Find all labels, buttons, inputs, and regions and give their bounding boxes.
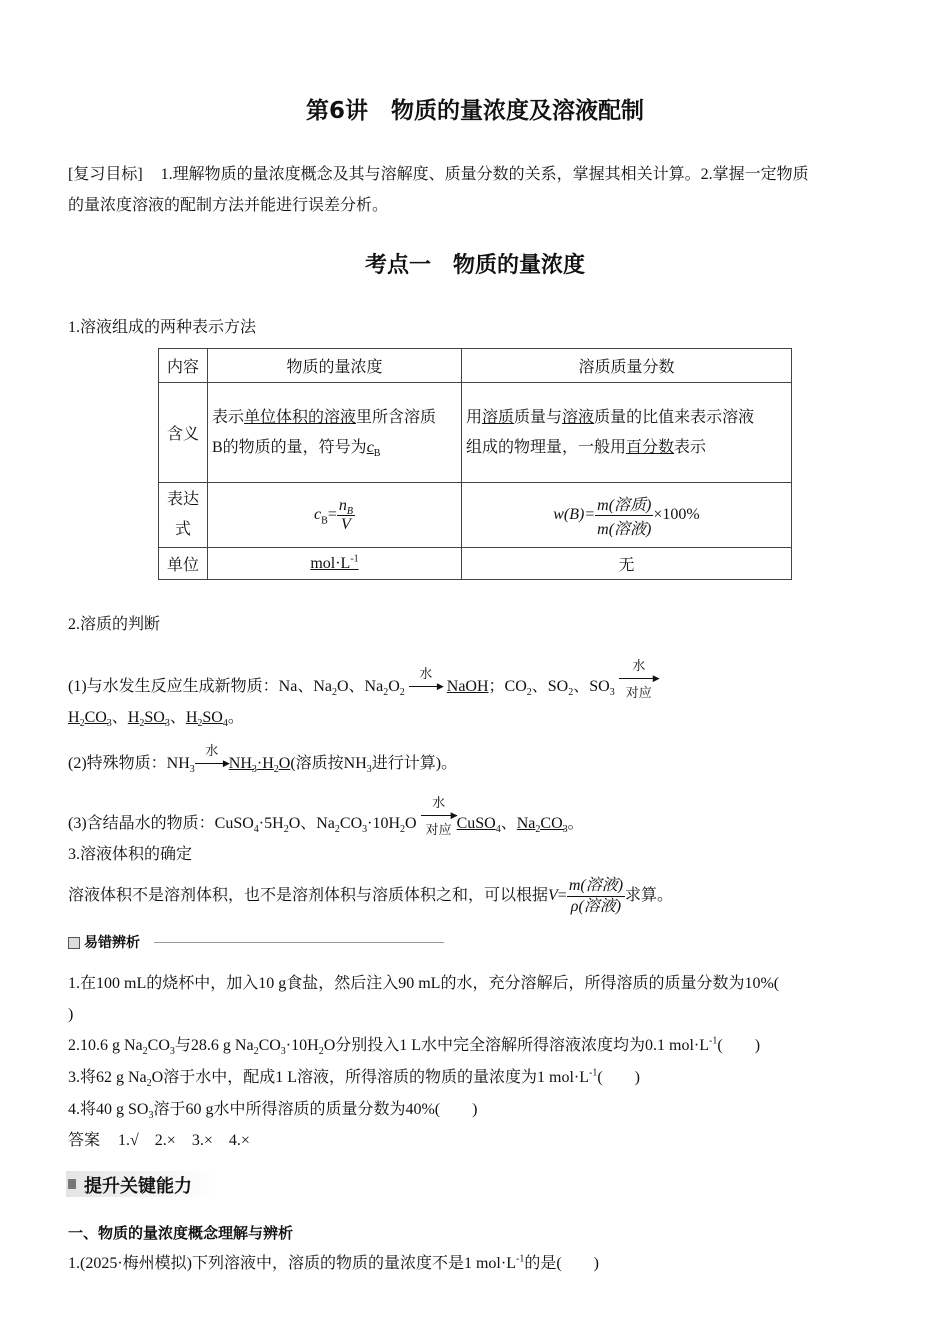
- section2-heading: 2.溶质的判断: [68, 616, 161, 633]
- review-goals-line1: [68, 165, 809, 185]
- table-row-label: 表达 式: [159, 483, 208, 548]
- table-cell-unit-mass-fraction: 无: [462, 548, 792, 580]
- table-header-cell: 内容: [159, 349, 208, 383]
- reaction-arrow: ▶ 水: [409, 681, 443, 693]
- answer-line: [68, 1131, 250, 1151]
- table-cell-formula-concentration: $c_B=$ $\frac{n_B}{V}$: [208, 483, 462, 548]
- practice-q1: 1.(2025·梅州模拟)下列溶液中，溶质的物质的量浓度不是1 $mol\cdot L^{-1}$的是( ): [68, 1253, 599, 1272]
- table-cell-meaning-concentration: 表示单位体积的溶液里所含溶质 B的物质的量，符号为$c_B$: [208, 383, 462, 483]
- square-bullet-icon: [68, 937, 80, 949]
- reaction-arrow: ▶ 水: [195, 758, 229, 770]
- table-row-label: 单位: [159, 548, 208, 580]
- table-cell-unit-concentration: $mol\cdot L^{-1}$: [208, 548, 462, 580]
- review-goals-text1: 1.理解物质的量浓度概念及其与溶解度、质量分数的关系，掌握其相关计算。2.掌握一定物质: [160, 166, 809, 183]
- solute-rule-1: (1)与水发生反应生成新物质：Na、$Na_2O$、$Na_2O_2$ ▶ 水 NaOH；$CO_2$、$SO_2$、$SO_3$ ▶ 水 对应: [68, 658, 660, 701]
- judgement-q3: 3.将62 g $Na_2O$溶于水中，配成1 L溶液，所得溶质的物质的量浓度为1 $mol\cdot L^{-1}$( ): [68, 1067, 641, 1090]
- solute-rule-2: (2)特殊物质：$NH_3$ ▶ 水 $NH_3\cdot H_2O$(溶质按$NH_3$进行计算)。: [68, 743, 458, 776]
- table-row-label: 含义: [159, 383, 208, 483]
- review-goals-label: [复习目标]: [68, 166, 143, 183]
- review-goals-line2: 的量浓度溶液的配制方法并能进行误差分析。: [68, 197, 389, 214]
- section1-heading: 1.溶液组成的两种表示方法: [68, 319, 257, 336]
- solute-rule-1-cont: $H_2CO_3$、$H_2SO_3$、$H_2SO_4$。: [68, 709, 244, 730]
- reaction-arrow: ▶ 水 对应: [421, 810, 457, 822]
- table-cell-formula-mass-fraction: w(B)= $\frac{\text{m(溶质)}}{\text{m(溶液)}}$ ×100%: [462, 483, 792, 548]
- judgement-q4: 4.将40 g $SO_3$溶于60 g水中所得溶质的质量分数为40%( ): [68, 1101, 478, 1122]
- composition-table: [158, 348, 792, 580]
- section3-heading: 3.溶液体积的确定: [68, 846, 193, 863]
- judgement-q1-cont: ): [68, 1006, 74, 1023]
- reaction-arrow: ▶ 水 对应: [619, 673, 659, 685]
- table-header-cell: 物质的量浓度: [208, 349, 462, 383]
- error-analysis-header: 易错辨析: [68, 934, 444, 950]
- formula-fraction: $\frac{n_B}{V}$: [338, 496, 353, 533]
- subsection-heading: 一、物质的量浓度概念理解与辨析: [68, 1224, 294, 1242]
- volume-formula-fraction: $\frac{\text{m(溶液)}}{\text{ρ(溶液)}}$: [568, 877, 624, 915]
- formula-fraction: $\frac{\text{m(溶质)}}{\text{m(溶液)}}$: [597, 496, 652, 538]
- volume-rule: 溶液体积不是溶剂体积，也不是溶剂体积与溶质体积之和，可以根据V= $\frac{\text{m(溶液)}}{\text{ρ(溶液)}}$ 求算。: [68, 877, 674, 915]
- table-cell-meaning-mass-fraction: 用溶质质量与溶液质量的比值来表示溶液 组成的物理量，一般用百分数表示: [462, 383, 792, 483]
- solute-rule-3: (3)含结晶水的物质：$CuSO_4\cdot 5H_2O$、$Na_2CO_3\cdot 10H_2O$ ▶ 水 对应 CuSO$_4$、$Na_2CO_3$。: [68, 795, 584, 838]
- kaodian-title: 考点一 物质的量浓度: [364, 253, 585, 278]
- answer-values: 1.√ 2.× 3.× 4.×: [118, 1132, 250, 1149]
- judgement-q2: 2.10.6 g $Na_2CO_3$与28.6 g $Na_2CO_3\cdot 10H_2O$分别投入1 L水中完全溶解所得溶液浓度均为0.1 $mol\cdot L^{-1}$( ): [68, 1035, 761, 1058]
- table-header-cell: 溶质质量分数: [462, 349, 792, 383]
- page-title: 第6讲 物质的量浓度及溶液配制: [305, 98, 644, 124]
- answer-label: 答案: [68, 1132, 101, 1149]
- key-ability-header: 提升关键能力: [66, 1171, 214, 1197]
- judgement-q1: 1.在100 mL的烧杯中，加入10 g食盐，然后注入90 mL的水，充分溶解后，所得溶质的质量分数为10%(: [68, 975, 780, 992]
